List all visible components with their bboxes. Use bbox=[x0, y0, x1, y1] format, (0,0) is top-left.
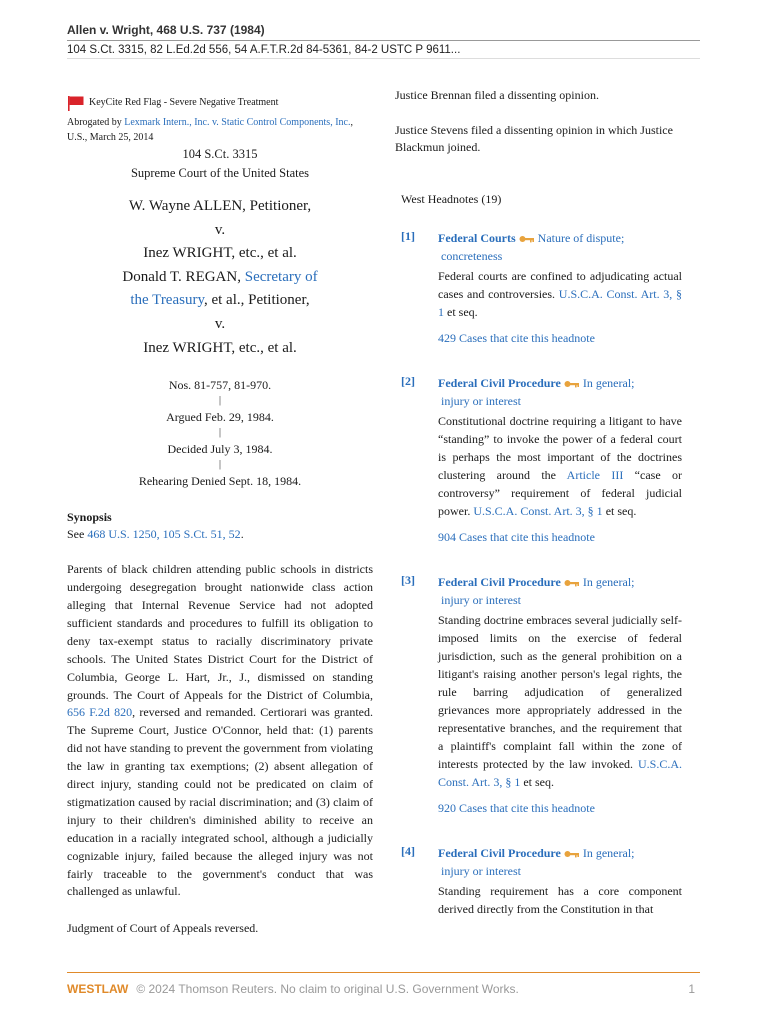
parallel-citations: 104 S.Ct. 3315, 82 L.Ed.2d 556, 54 A.F.T.R.2d 84-5361, 84-2 USTC P 9611... bbox=[67, 44, 461, 56]
citing-cases-link[interactable]: 904 Cases that cite this headnote bbox=[438, 529, 595, 544]
see-citation-link[interactable]: 468 U.S. 1250, 105 S.Ct. 51, 52 bbox=[87, 527, 241, 542]
key-number-icon bbox=[564, 578, 580, 588]
subtopic-link-cont[interactable]: injury or interest bbox=[441, 592, 521, 607]
separator-bar: | bbox=[218, 395, 221, 407]
footer bbox=[67, 982, 695, 996]
headnote-topic bbox=[438, 573, 682, 609]
headnote bbox=[395, 229, 682, 346]
headnote bbox=[395, 374, 682, 545]
appeals-citation-link[interactable]: 656 F.2d 820 bbox=[67, 705, 133, 720]
party3-prefix: Donald T. REGAN, bbox=[122, 268, 245, 285]
keycite-label: KeyCite Red Flag - Severe Negative Treatment bbox=[89, 97, 279, 108]
key-number-icon bbox=[519, 234, 535, 244]
headnote-text-a: Constitutional doctrine requiring a litigant to have “standing” to invoke the power of a federal court is perhaps the most important of the doctrines clustering around the bbox=[438, 413, 682, 482]
citing-cases-link[interactable]: 920 Cases that cite this headnote bbox=[438, 800, 595, 815]
case-parties bbox=[67, 195, 373, 360]
copyright-text: © 2024 Thomson Reuters. No claim to original U.S. Government Works. bbox=[136, 982, 519, 996]
versus-2: v. bbox=[214, 315, 226, 332]
synopsis-text-b: , reversed and remanded. Certiorari was granted. The Supreme Court, Justice O'Connor, held that: (1) parents did not have standing to prevent the government from violating the law in granting tax exemptions; (2) absent allegation of direct injury, standing could not be predicated on claim of stigmatization caused by racial discrimination; and (3) claim of injury to their children's diminished ability to receive an education in a racially integrated school, although a judicially cognizable injury, failed because the alleged injury was not fairly traceable to the government's conduct that was challenged as unlawful. bbox=[67, 705, 373, 899]
docket-info bbox=[67, 376, 373, 490]
versus-1: v. bbox=[214, 221, 226, 238]
red-flag-icon bbox=[67, 95, 85, 111]
headnote-text bbox=[438, 267, 682, 321]
article-link[interactable]: Article III bbox=[566, 467, 624, 482]
topic-link[interactable]: Federal Civil Procedure bbox=[438, 574, 561, 589]
rehearing-date: Rehearing Denied Sept. 18, 1984. bbox=[138, 474, 302, 489]
secretary-link[interactable]: Secretary of bbox=[244, 268, 318, 285]
subtopic-link[interactable]: In general; bbox=[582, 574, 635, 589]
party-respondent-2: Inez WRIGHT, etc., et al. bbox=[143, 339, 297, 356]
decided-date: Decided July 3, 1984. bbox=[167, 442, 273, 457]
left-column bbox=[67, 95, 373, 936]
headnote-number[interactable]: [4] bbox=[401, 843, 415, 858]
headnote bbox=[395, 573, 682, 816]
headnote-text bbox=[438, 882, 682, 918]
headnote-number[interactable]: [2] bbox=[401, 373, 415, 388]
docket-numbers: Nos. 81-757, 81-970. bbox=[168, 378, 272, 393]
subtopic-link[interactable]: In general; bbox=[582, 845, 635, 860]
subtopic-link-cont[interactable]: injury or interest bbox=[441, 863, 521, 878]
judgment: Judgment of Court of Appeals reversed. bbox=[67, 921, 259, 936]
abrogated-suffix: , U.S., March 25, 2014 bbox=[67, 117, 353, 143]
citing-cases-link[interactable]: 429 Cases that cite this headnote bbox=[438, 330, 595, 345]
statute-link[interactable]: U.S.C.A. Const. Art. 3, § 1 bbox=[473, 503, 603, 518]
headnote-text bbox=[438, 611, 682, 791]
headnote-text-b: et seq. bbox=[602, 503, 637, 518]
headnote-text-a: Standing doctrine embraces several judicially self-imposed limits on the exercise of federal jurisdiction, such as the general prohibition on a litigant's raising another person's legal rights, the rule barring adjudication of generalized grievances more appropriately addressed in the representative branches, and the requirement that a plaintiff's complaint fall within the zone of interests protected by the law invoked. bbox=[438, 612, 682, 771]
subtopic-link-cont[interactable]: concreteness bbox=[441, 248, 503, 263]
party-petitioner-2 bbox=[67, 266, 373, 290]
headnote-text-a: Standing requirement has a core component derived directly from the Constitution in that bbox=[438, 883, 682, 916]
treasury-link[interactable]: the Treasury bbox=[130, 292, 204, 309]
headnote-text bbox=[438, 412, 682, 520]
headnote-topic bbox=[438, 229, 682, 265]
westlaw-logo: WESTLAW bbox=[67, 982, 129, 996]
headnote-text-b: et seq. bbox=[444, 304, 478, 319]
topic-link[interactable]: Federal Civil Procedure bbox=[438, 845, 561, 860]
headnote-text-a: Federal courts are confined to adjudicating actual cases and controversies. bbox=[438, 268, 682, 301]
abrogating-case-link[interactable]: Lexmark Intern., Inc. v. Static Control Components, Inc. bbox=[124, 117, 351, 128]
headnote-topic bbox=[438, 374, 682, 410]
argued-date: Argued Feb. 29, 1984. bbox=[166, 410, 274, 425]
dissent-brennan: Justice Brennan filed a dissenting opinion. bbox=[395, 88, 599, 102]
synopsis-see bbox=[67, 527, 373, 542]
abrogated-prefix: Abrogated by bbox=[67, 117, 125, 128]
headnote-text-b: et seq. bbox=[520, 774, 554, 789]
abrogated-by bbox=[67, 115, 373, 145]
headnotes-heading: West Headnotes (19) bbox=[401, 191, 502, 206]
document-title: Allen v. Wright, 468 U.S. 737 (1984) bbox=[67, 23, 265, 37]
topic-link[interactable]: Federal Civil Procedure bbox=[438, 375, 561, 390]
header-divider-light bbox=[67, 58, 700, 59]
see-suffix: . bbox=[240, 527, 244, 542]
party-petitioner-2-cont bbox=[67, 289, 373, 313]
key-number-icon bbox=[564, 849, 580, 859]
subtopic-link[interactable]: Nature of dispute; bbox=[537, 230, 625, 245]
court-name: Supreme Court of the United States bbox=[130, 166, 310, 180]
see-prefix: See bbox=[67, 527, 88, 542]
keycite-status[interactable] bbox=[67, 95, 373, 111]
footer-divider bbox=[67, 972, 700, 973]
subtopic-link-cont[interactable]: injury or interest bbox=[441, 393, 521, 408]
separator-bar: | bbox=[218, 459, 221, 471]
right-column bbox=[395, 87, 682, 918]
page-number: 1 bbox=[688, 982, 695, 996]
synopsis-text-a: Parents of black children attending public schools in districts undergoing desegregation brought nationwide class action alleging that Internal Revenue Service had not adopted sufficient standards and procedures to fulfill its obligation to deny tax-exempt status to racially discriminatory private schools. The United States District Court for the District of Columbia, George L. Hart, Jr., J., dismissed on standing grounds. The Court of Appeals for the District of Columbia, bbox=[67, 562, 373, 702]
party3-suffix: , et al., Petitioner, bbox=[203, 292, 310, 309]
headnote-number[interactable]: [3] bbox=[401, 572, 415, 587]
headnote-number[interactable]: [1] bbox=[401, 228, 415, 243]
key-number-icon bbox=[564, 379, 580, 389]
separator-bar: | bbox=[218, 427, 221, 439]
topic-link[interactable]: Federal Courts bbox=[438, 230, 516, 245]
subtopic-link[interactable]: In general; bbox=[582, 375, 635, 390]
synopsis-paragraph bbox=[67, 561, 373, 901]
headnote-text-mid: “case or controversy” requirement of federal judicial power. bbox=[438, 467, 682, 518]
headnote bbox=[395, 844, 682, 918]
statute-link[interactable]: U.S.C.A. Const. Art. 3, § 1 bbox=[438, 756, 682, 789]
statute-link[interactable]: U.S.C.A. Const. Art. 3, § 1 bbox=[438, 286, 682, 319]
header-divider bbox=[67, 40, 700, 41]
party-respondent-1: Inez WRIGHT, etc., et al. bbox=[143, 245, 297, 262]
headnote-topic bbox=[438, 844, 682, 880]
synopsis-heading: Synopsis bbox=[67, 510, 112, 525]
dissent-stevens: Justice Stevens filed a dissenting opinion in which Justice Blackmun joined. bbox=[395, 122, 673, 154]
reporter-citation: 104 S.Ct. 3315 bbox=[182, 147, 258, 161]
party-petitioner-1: W. Wayne ALLEN, Petitioner, bbox=[128, 198, 312, 214]
